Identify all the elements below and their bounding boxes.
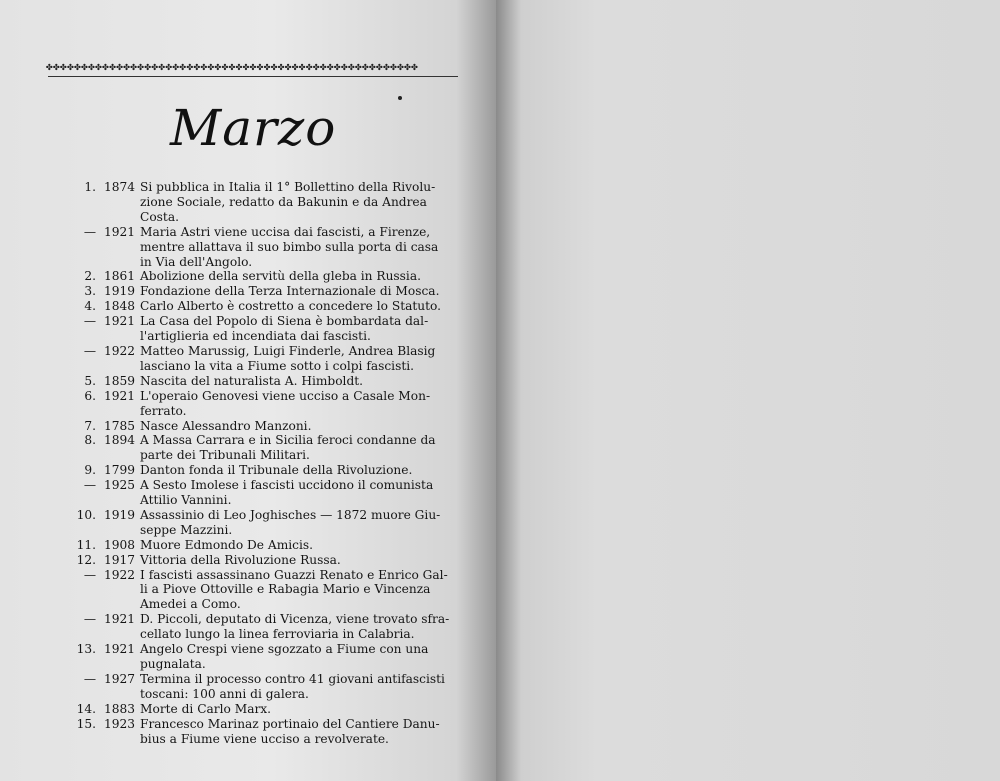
entry-day: 12. (76, 552, 96, 567)
calendar-entry (58, 612, 468, 642)
entry-text: Carlo Alberto è costretto a concedere lo Statuto. (140, 299, 442, 314)
entry-year: 1894 (103, 433, 135, 448)
entry-text: A Massa Carrara e in Sicilia feroci condanne da parte dei Tribunali Militari. (140, 433, 436, 463)
calendar-entry (58, 553, 468, 568)
entry-day: 9. (84, 463, 96, 478)
entry-day: 15. (76, 716, 96, 731)
entry-day: — (83, 224, 96, 239)
entry-text: Termina il processo contro 41 giovani antifascisti toscani: 100 anni di galera. (140, 671, 445, 701)
entry-day: — (83, 567, 96, 582)
divider (48, 76, 458, 77)
entry-text: L'operaio Genovesi viene ucciso a Casale Mon- ferrato. (140, 388, 431, 418)
entry-text: I fascisti assassinano Guazzi Renato e Enrico Gal- li a Piove Ottoville e Rabagia Mario e Vincenza Amedei a Como. (140, 567, 448, 612)
entry-year: 1921 (103, 612, 135, 627)
entry-day: — (83, 671, 96, 686)
calendar-entry (58, 478, 468, 508)
entry-year: 1848 (103, 299, 135, 314)
entry-year: 1919 (103, 284, 135, 299)
entry-text: Morte di Carlo Marx. (140, 701, 272, 716)
entry-text: Maria Astri viene uccisa dai fascisti, a Firenze, mentre allattava il suo bimbo sulla porta di casa in Via dell'Angolo. (140, 224, 439, 269)
entry-text: Fondazione della Terza Internazionale di Mosca. (140, 284, 440, 299)
left-page (0, 0, 496, 781)
entry-day: — (83, 478, 96, 493)
entry-year: 1861 (103, 269, 135, 284)
calendar-entry (58, 389, 468, 419)
entry-year: 1925 (103, 478, 135, 493)
entry-day: 5. (84, 373, 96, 388)
entry-year: 1785 (103, 418, 135, 433)
calendar-entry (58, 419, 468, 434)
entry-day: 10. (76, 507, 96, 522)
calendar-entry (58, 344, 468, 374)
calendar-entry (58, 374, 468, 389)
calendar-entry (58, 538, 468, 553)
calendar-entry (58, 225, 468, 270)
calendar-entry (58, 180, 468, 225)
month-title: Marzo (170, 99, 337, 157)
entry-day: — (83, 314, 96, 329)
entry-year: 1919 (103, 507, 135, 522)
entry-year: 1874 (103, 180, 135, 194)
entry-day: 14. (76, 701, 96, 716)
entry-year: 1922 (103, 343, 135, 358)
entry-text: Abolizione della servitù della gleba in Russia. (140, 269, 421, 284)
entry-text: Danton fonda il Tribunale della Rivoluzione. (140, 463, 413, 478)
entry-day: 2. (84, 269, 96, 284)
ink-dot (398, 96, 402, 100)
entry-text: Matteo Marussig, Luigi Finderle, Andrea Blasig lasciano la vita a Fiume sotto i colpi fascisti. (140, 343, 436, 373)
calendar-entry (58, 508, 468, 538)
entry-year: 1921 (103, 642, 135, 657)
right-page (496, 0, 1000, 781)
ornamental-border: ✤✤✤✤✤✤✤✤✤✤✤✤✤✤✤✤✤✤✤✤✤✤✤✤✤✤✤✤✤✤✤✤✤✤✤✤✤✤✤✤✤✤✤✤✤✤✤✤✤✤✤✤✤ (46, 60, 419, 73)
entry-day: — (83, 343, 96, 358)
entry-text: A Sesto Imolese i fascisti uccidono il comunista Attilio Vannini. (140, 478, 434, 508)
calendar-entry (58, 433, 468, 463)
entry-year: 1922 (103, 567, 135, 582)
entry-text: Si pubblica in Italia il 1° Bollettino della Rivolu- zione Sociale, redatto da Bakunin e da Andrea Costa. (140, 180, 436, 224)
entry-text: Nascita del naturalista A. Himboldt. (140, 373, 364, 388)
entry-text: D. Piccoli, deputato di Vicenza, viene trovato sfra- cellato lungo la linea ferroviaria in Calabria. (140, 612, 450, 642)
entry-text: Angelo Crespi viene sgozzato a Fiume con una pugnalata. (140, 642, 429, 671)
calendar-entry (58, 717, 468, 747)
calendar-entry (58, 284, 468, 299)
entry-day: 13. (76, 642, 96, 657)
entry-day: 3. (84, 284, 96, 299)
entry-text: Muore Edmondo De Amicis. (140, 537, 313, 552)
calendar-entry (58, 642, 468, 672)
entry-day: 11. (76, 537, 96, 552)
entry-day: 6. (84, 388, 96, 403)
entry-day: 7. (84, 418, 96, 433)
calendar-entry (58, 568, 468, 613)
entry-year: 1883 (103, 701, 135, 716)
entry-year: 1927 (103, 671, 135, 686)
entry-year: 1923 (103, 716, 135, 731)
entry-text: Nasce Alessandro Manzoni. (140, 418, 312, 433)
left-entries-list (58, 180, 468, 746)
entry-text: Assassinio di Leo Joghisches — 1872 muore Giu- seppe Mazzini. (140, 507, 441, 537)
entry-day: 1. (84, 180, 96, 194)
entry-year: 1799 (103, 463, 135, 478)
calendar-entry (58, 702, 468, 717)
entry-text: Francesco Marinaz portinaio del Cantiere Danu- bius a Fiume viene ucciso a revolverate. (140, 716, 440, 746)
calendar-entry (58, 299, 468, 314)
entry-year: 1917 (103, 552, 135, 567)
entry-text: La Casa del Popolo di Siena è bombardata dal- l'artiglieria ed incendiata dai fascisti. (140, 314, 429, 344)
entry-day: 8. (84, 433, 96, 448)
entry-year: 1921 (103, 224, 135, 239)
entry-day: — (83, 612, 96, 627)
calendar-entry (58, 672, 468, 702)
entry-year: 1859 (103, 373, 135, 388)
entry-year: 1908 (103, 537, 135, 552)
calendar-entry (58, 269, 468, 284)
entry-year: 1921 (103, 314, 135, 329)
calendar-entry (58, 463, 468, 478)
entry-text: Vittoria della Rivoluzione Russa. (140, 552, 341, 567)
entry-year: 1921 (103, 388, 135, 403)
calendar-entry (58, 314, 468, 344)
entry-day: 4. (84, 299, 96, 314)
